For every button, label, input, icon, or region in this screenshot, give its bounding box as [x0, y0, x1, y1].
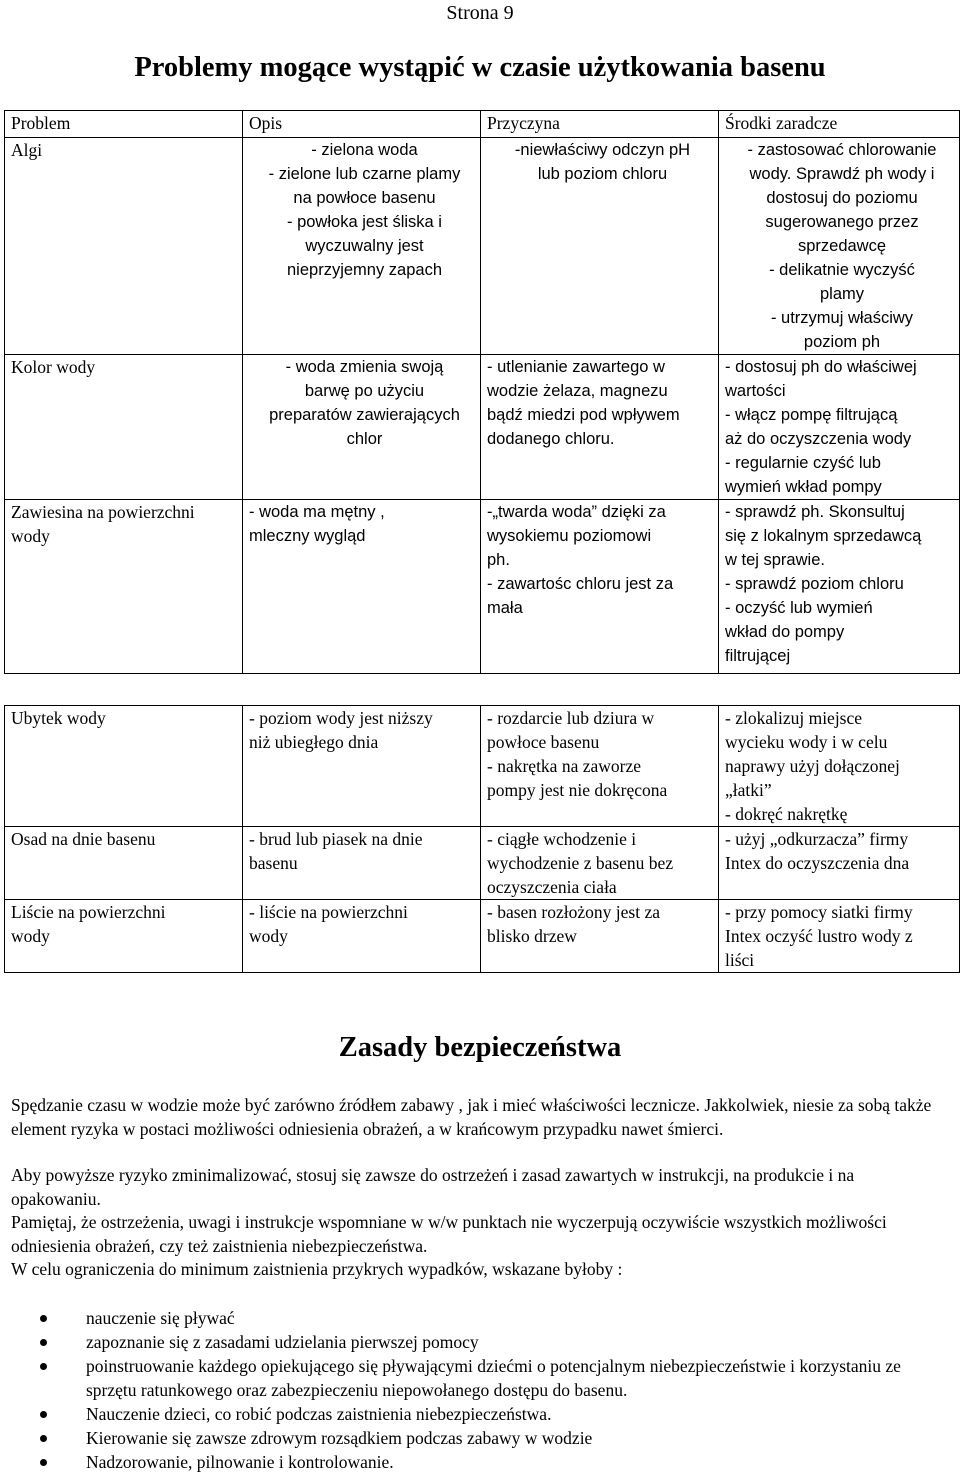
- safety-recommendations-list: [40, 1306, 940, 1474]
- table-header-row: [5, 111, 960, 138]
- list-item-text: Kierowanie się zawsze zdrowym rozsądkiem podczas zabawy w wodzie: [86, 1428, 593, 1448]
- list-item: [40, 1402, 940, 1426]
- cell-problem: Zawiesina na powierzchni wody: [5, 500, 243, 674]
- cell-przyczyna: -„twarda woda” dzięki za wysokiemu poziomowi ph. - zawartośc chloru jest za mała: [481, 500, 719, 674]
- safety-paragraph: Pamiętaj, że ostrzeżenia, uwagi i instrukcje wspomniane w w/w punktach nie wyczerpują oczywiście wszystkich możliwości odniesienia obrażeń, czy też zaistnienia niebezpieczeństwa.: [11, 1212, 887, 1256]
- cell-opis: - zielona woda - zielone lub czarne plamy na powłoce basenu - powłoka jest śliska i wyczuwalny jest nieprzyjemny zapach: [243, 138, 481, 355]
- table-row: [5, 900, 960, 973]
- list-item-text: poinstruowanie każdego opiekującego się pływającymi dziećmi o potencjalnym niebezpieczeństwie i korzystaniu ze sprzętu ratunkowego oraz zabezpieczeniu niepowołanego dostępu do basenu.: [86, 1356, 901, 1400]
- cell-problem: Algi: [5, 138, 243, 355]
- cell-przyczyna: -niewłaściwy odczyn pH lub poziom chloru: [481, 138, 719, 355]
- page-number: Strona 9: [446, 2, 514, 24]
- list-item-text: Nadzorowanie, pilnowanie i kontrolowanie.: [86, 1452, 394, 1472]
- list-item: [40, 1426, 940, 1450]
- bullet-icon: [40, 1459, 47, 1466]
- cell-przyczyna: - rozdarcie lub dziura w powłoce basenu - nakrętka na zaworze pompy jest nie dokręcona: [481, 706, 719, 827]
- cell-problem: Liście na powierzchni wody: [5, 900, 243, 973]
- table-row: [5, 500, 960, 674]
- list-item: [40, 1306, 940, 1330]
- bullet-icon: [40, 1363, 47, 1370]
- bullet-icon: [40, 1435, 47, 1442]
- cell-opis: - liście na powierzchni wody: [243, 900, 481, 973]
- cell-przyczyna: - ciągłe wchodzenie i wychodzenie z basenu bez oczyszczenia ciała: [481, 827, 719, 900]
- list-item: [40, 1330, 940, 1354]
- cell-srodki: - dostosuj ph do właściwej wartości - włącz pompę filtrującą aż do oczyszczenia wody - regularnie czyść lub wymień wkład pompy: [719, 355, 960, 500]
- cell-opis: - poziom wody jest niższy niż ubiegłego dnia: [243, 706, 481, 827]
- cell-srodki: - zastosować chlorowanie wody. Sprawdź ph wody i dostosuj do poziomu sugerowanego przez sprzedawcę - delikatnie wyczyść plamy - utrzymuj właściwy poziom ph: [719, 138, 960, 355]
- cell-przyczyna: - utlenianie zawartego w wodzie żelaza, magnezu bądź miedzi pod wpływem dodanego chloru.: [481, 355, 719, 500]
- cell-przyczyna: - basen rozłożony jest za blisko drzew: [481, 900, 719, 973]
- header-srodki: Środki zaradcze: [719, 111, 960, 138]
- cell-srodki: - sprawdź ph. Skonsultuj się z lokalnym sprzedawcą w tej sprawie. - sprawdź poziom chloru - oczyść lub wymień wkład do pompy filtrującej: [719, 500, 960, 674]
- safety-paragraph: Aby powyższe ryzyko zminimalizować, stosuj się zawsze do ostrzeżeń i zasad zawartych w instrukcji, na produkcie i na opakowaniu.: [11, 1165, 855, 1209]
- cell-opis: - woda ma mętny , mleczny wygląd: [243, 500, 481, 674]
- safety-heading: Zasady bezpieczeństwa: [338, 1032, 622, 1063]
- header-problem: Problem: [5, 111, 243, 138]
- table-row: [5, 827, 960, 900]
- cell-opis: - brud lub piasek na dnie basenu: [243, 827, 481, 900]
- cell-opis: - woda zmienia swoją barwę po użyciu preparatów zawierających chlor: [243, 355, 481, 500]
- bullet-icon: [40, 1315, 47, 1322]
- cell-srodki: - przy pomocy siatki firmy Intex oczyść lustro wody z liści: [719, 900, 960, 973]
- table-row: [5, 355, 960, 500]
- list-item-text: nauczenie się pływać: [86, 1308, 235, 1328]
- cell-problem: Osad na dnie basenu: [5, 827, 243, 900]
- safety-paragraph: Spędzanie czasu w wodzie może być zarówno źródłem zabawy , jak i mieć właściwości lecznicze. Jakkolwiek, niesie za sobą także element ryzyka w postaci możliwości odniesienia obrażeń, a w krańcowym przypadku nawet śmierci.: [11, 1095, 932, 1139]
- header-opis: Opis: [243, 111, 481, 138]
- list-item: [40, 1354, 940, 1402]
- list-item-text: Nauczenie dzieci, co robić podczas zaistnienia niebezpieczeństwa.: [86, 1404, 552, 1424]
- problems-table: [4, 110, 960, 674]
- bullet-icon: [40, 1411, 47, 1418]
- cell-problem: Kolor wody: [5, 355, 243, 500]
- safety-paragraph: W celu ograniczenia do minimum zaistnienia przykrych wypadków, wskazane byłoby :: [11, 1259, 623, 1279]
- bullet-icon: [40, 1339, 47, 1346]
- header-przyczyna: Przyczyna: [481, 111, 719, 138]
- cell-srodki: - użyj „odkurzacza” firmy Intex do oczyszczenia dna: [719, 827, 960, 900]
- cell-problem: Ubytek wody: [5, 706, 243, 827]
- table-row: [5, 706, 960, 827]
- cell-srodki: - zlokalizuj miejsce wycieku wody i w celu naprawy użyj dołączonej „łatki” - dokręć nakrętkę: [719, 706, 960, 827]
- problems-table-continued: [4, 705, 960, 973]
- table-row: [5, 138, 960, 355]
- page-title: Problemy mogące wystąpić w czasie użytkowania basenu: [134, 52, 826, 83]
- list-item-text: zapoznanie się z zasadami udzielania pierwszej pomocy: [86, 1332, 479, 1352]
- list-item: [40, 1450, 940, 1474]
